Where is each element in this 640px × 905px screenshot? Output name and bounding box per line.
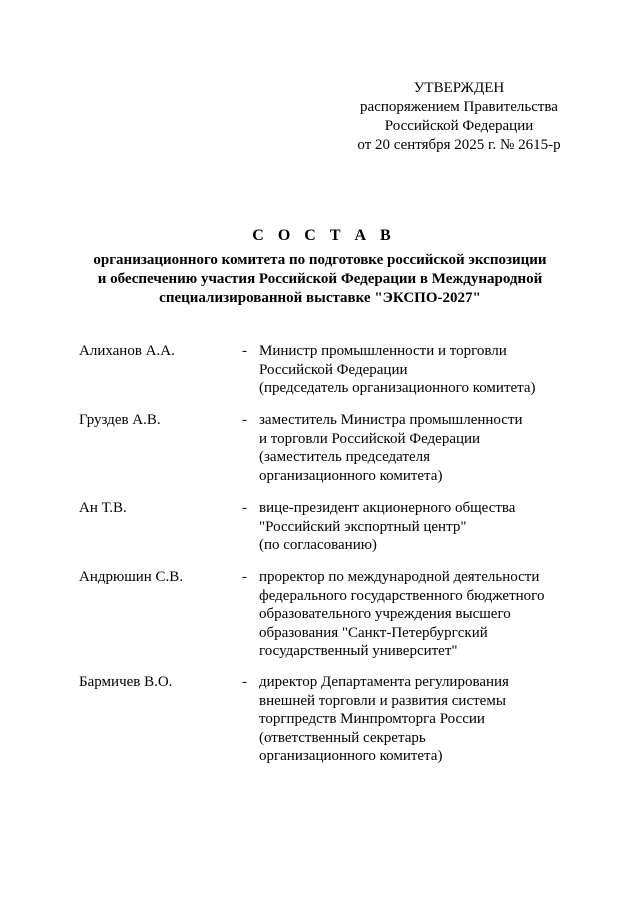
member-name: Ан Т.В. bbox=[79, 500, 127, 516]
role-line: организационного комитета) bbox=[259, 467, 443, 484]
role-line: проректор по международной деятельности bbox=[259, 569, 540, 585]
role-line: организационного комитета) bbox=[259, 748, 443, 764]
role-line: федерального государственного бюджетного bbox=[259, 587, 545, 604]
member-role bbox=[259, 673, 579, 766]
role-line: заместитель Министра промышленности bbox=[259, 412, 523, 428]
role-line: "Российский экспортный центр" bbox=[259, 518, 467, 535]
approval-title: УТВЕРЖДЕН bbox=[413, 80, 505, 96]
role-line: образования "Санкт-Петербургский bbox=[259, 624, 488, 641]
member-name: Алиханов А.А. bbox=[79, 343, 175, 359]
member-role bbox=[259, 342, 579, 398]
role-line: государственный университет" bbox=[259, 643, 458, 659]
member-dash: - bbox=[242, 412, 247, 428]
role-line: вице-президент акционерного общества bbox=[259, 500, 516, 516]
subheading-line: специализированной выставке "ЭКСПО-2027" bbox=[159, 290, 481, 306]
role-line: Министр промышленности и торговли bbox=[259, 343, 507, 359]
role-line: (заместитель председателя bbox=[259, 449, 431, 465]
member-dash: - bbox=[242, 569, 247, 585]
role-line: и торговли Российской Федерации bbox=[259, 430, 481, 447]
member-name: Андрюшин С.В. bbox=[79, 569, 184, 585]
member-role bbox=[259, 568, 579, 661]
role-line: образовательного учреждения высшего bbox=[259, 606, 511, 622]
member-dash: - bbox=[242, 674, 247, 690]
document-heading: С О С Т А В bbox=[252, 227, 396, 244]
approval-stamp bbox=[330, 79, 588, 155]
role-line: (по согласованию) bbox=[259, 537, 377, 553]
member-dash: - bbox=[242, 500, 247, 516]
member-name: Бармичев В.О. bbox=[79, 674, 173, 690]
role-line: торгпредств Минпромторга России bbox=[259, 711, 485, 727]
member-role bbox=[259, 411, 579, 485]
role-line: директор Департамента регулирования bbox=[259, 674, 509, 690]
document-subheading bbox=[60, 251, 580, 308]
member-name: Груздев А.В. bbox=[79, 412, 161, 428]
role-line: (ответственный секретарь bbox=[259, 729, 426, 746]
subheading-line: организационного комитета по подготовке российской экспозиции bbox=[93, 252, 547, 268]
member-role bbox=[259, 499, 579, 555]
approval-line: от 20 сентября 2025 г. № 2615-р bbox=[357, 137, 561, 153]
member-dash: - bbox=[242, 343, 247, 359]
role-line: внешней торговли и развития системы bbox=[259, 692, 506, 709]
role-line: Российской Федерации bbox=[259, 361, 408, 378]
approval-line: Российской Федерации bbox=[384, 118, 534, 134]
role-line: (председатель организационного комитета) bbox=[259, 380, 536, 396]
subheading-line: и обеспечению участия Российской Федерации в Международной bbox=[97, 271, 543, 287]
approval-line: распоряжением Правительства bbox=[360, 99, 558, 115]
